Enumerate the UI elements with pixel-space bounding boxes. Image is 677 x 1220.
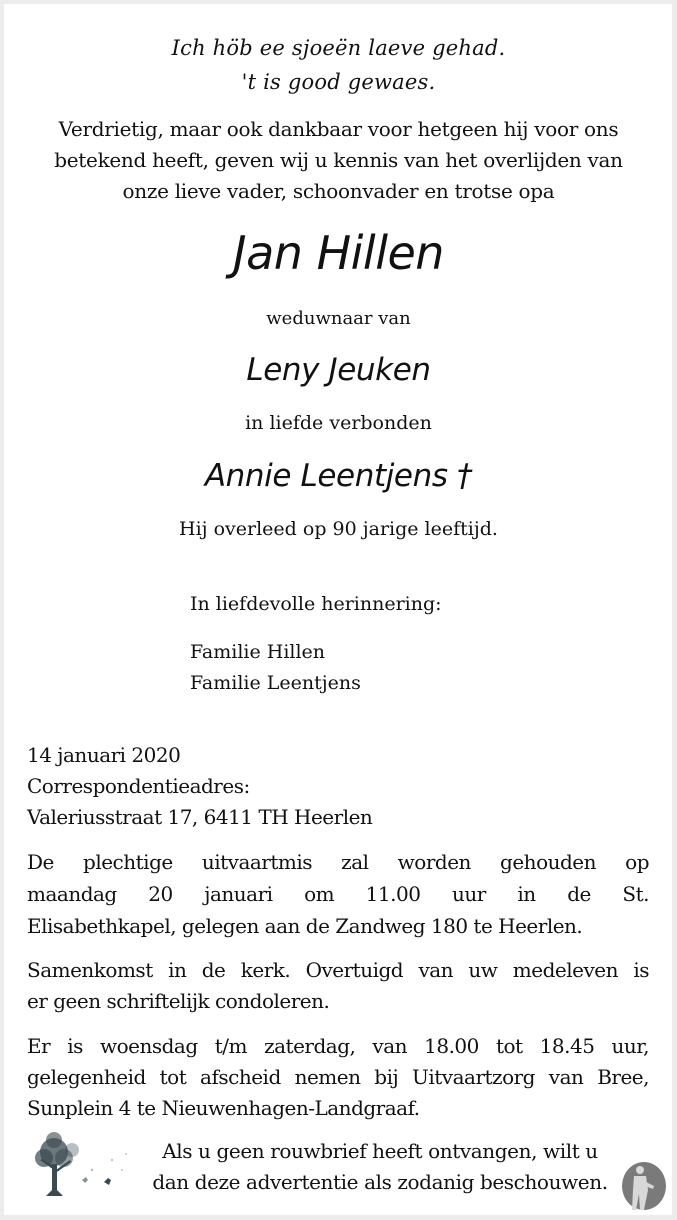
quote-line-1: Ich höb ee sjoeën laeve gehad. — [171, 36, 506, 60]
address-label: Correspondentieadres: — [27, 774, 250, 798]
viewing-line-1: Er is woensdag t/m zaterdag, van 18.00 tot 18.45 uur, — [27, 1034, 649, 1058]
viewing-line-3: Sunplein 4 te Nieuwenhagen-Landgraaf. — [27, 1096, 420, 1120]
memorial-figure-icon — [620, 1160, 668, 1212]
date: 14 januari 2020 — [27, 743, 181, 767]
gathering-line-2: er geen schriftelijk condoleren. — [27, 989, 330, 1013]
family-1: Familie Hillen — [190, 641, 326, 663]
footer-line-2: dan deze advertentie als zodanig beschouwen. — [152, 1170, 608, 1194]
service-line-3: Elisabethkapel, gelegen aan de Zandweg 180 te Heerlen. — [27, 914, 583, 938]
age-line: Hij overleed op 90 jarige leeftijd. — [179, 518, 498, 540]
spouse-name-1: Leny Jeuken — [246, 352, 431, 388]
intro-line-3: onze lieve vader, schoonvader en trotse opa — [122, 179, 555, 203]
spouse-name-2: Annie Leentjens † — [204, 458, 473, 494]
viewing-line-2: gelegenheid tot afscheid nemen bij Uitvaartzorg van Bree, — [27, 1065, 649, 1089]
gathering-line-1: Samenkomst in de kerk. Overtuigd van uw medeleven is — [27, 958, 649, 982]
remembrance-heading: In liefdevolle herinnering: — [190, 593, 442, 615]
intro-line-1: Verdrietig, maar ook dankbaar voor hetgeen hij voor ons — [58, 117, 619, 141]
quote-line-2: 't is good gewaes. — [241, 70, 436, 94]
relation-widower: weduwnaar van — [266, 308, 411, 329]
family-2: Familie Leentjens — [190, 672, 361, 694]
footer-line-1: Als u geen rouwbrief heeft ontvangen, wilt u — [162, 1139, 598, 1163]
service-line-1: De plechtige uitvaartmis zal worden gehouden op — [27, 850, 649, 874]
relation-love: in liefde verbonden — [245, 412, 432, 434]
intro-line-2: betekend heeft, geven wij u kennis van het overlijden van — [54, 148, 623, 172]
address: Valeriusstraat 17, 6411 TH Heerlen — [27, 805, 373, 829]
deceased-name: Jan Hillen — [233, 226, 444, 280]
service-line-2: maandag 20 januari om 11.00 uur in de St. — [27, 882, 649, 906]
